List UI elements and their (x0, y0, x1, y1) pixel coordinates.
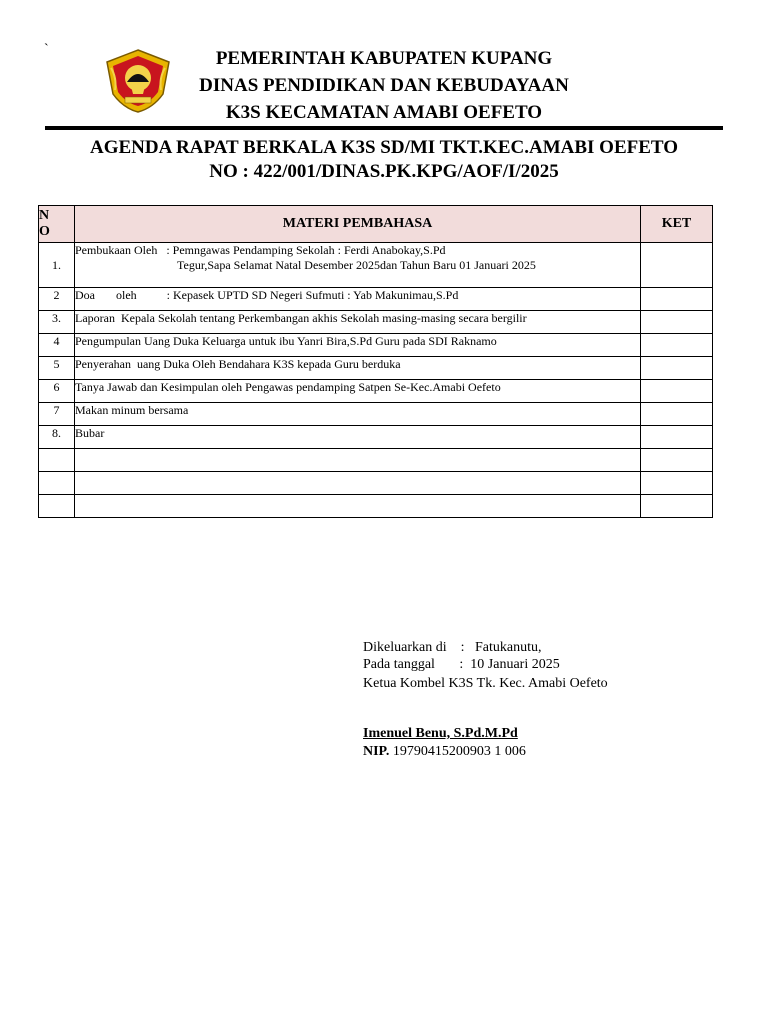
row-number: 6 (39, 380, 75, 403)
row-remark (641, 243, 713, 288)
row-number: 5 (39, 357, 75, 380)
row-number: 4 (39, 334, 75, 357)
row-topic: Bubar (75, 426, 641, 449)
row-remark (641, 472, 713, 495)
issued-location: Dikeluarkan di : Fatukanutu, (363, 640, 542, 655)
row-topic: Pembukaan Oleh : Pemngawas Pendamping Sekolah : Ferdi Anabokay,S.Pd Tegur,Sapa Selamat Natal Desember 2025dan Tahun Baru 01 Januari 2025 (75, 243, 641, 288)
table-row-empty (39, 472, 713, 495)
table-row (39, 403, 713, 426)
table-row (39, 380, 713, 403)
row-number: 2 (39, 288, 75, 311)
nip-label: NIP. (363, 744, 390, 759)
row-topic: Laporan Kepala Sekolah tentang Perkembangan akhis Sekolah masing-masing secara bergilir (75, 311, 641, 334)
table-row (39, 334, 713, 357)
row-remark (641, 288, 713, 311)
row-number: 7 (39, 403, 75, 426)
signatory-position: Ketua Kombel K3S Tk. Kec. Amabi Oefeto (363, 676, 608, 691)
issued-date: Pada tanggal : 10 Januari 2025 (363, 657, 560, 672)
row-remark (641, 426, 713, 449)
row-number (39, 495, 75, 518)
row-topic: Tanya Jawab dan Kesimpulan oleh Pengawas pendamping Satpen Se-Kec.Amabi Oefeto (75, 380, 641, 403)
row-topic: Penyerahan uang Duka Oleh Bendahara K3S kepada Guru berduka (75, 357, 641, 380)
row-remark (641, 380, 713, 403)
header-government: PEMERINTAH KABUPATEN KUPANG (215, 48, 553, 69)
row-remark (641, 403, 713, 426)
row-remark (641, 357, 713, 380)
row-remark (641, 495, 713, 518)
header-divider (45, 126, 723, 130)
backtick-mark: ` (44, 42, 49, 57)
row-remark (641, 334, 713, 357)
signatory-nip (363, 744, 526, 760)
row-remark (641, 311, 713, 334)
header-k3s: K3S KECAMATAN AMABI OEFETO (225, 102, 543, 123)
table-row-empty (39, 449, 713, 472)
table-row (39, 288, 713, 311)
header-department: DINAS PENDIDIKAN DAN KEBUDAYAAN (199, 75, 569, 96)
column-header-no: N O (39, 206, 75, 243)
row-topic (75, 449, 641, 472)
row-number: 1. (39, 243, 75, 288)
agenda-number: NO : 422/001/DINAS.PK.KPG/AOF/I/2025 (209, 161, 559, 182)
nip-value: 19790415200903 1 006 (389, 744, 526, 759)
agenda-title: AGENDA RAPAT BERKALA K3S SD/MI TKT.KEC.AMABI OEFETO (89, 137, 679, 158)
agenda-table (38, 205, 713, 518)
row-number (39, 449, 75, 472)
row-number: 3. (39, 311, 75, 334)
row-topic: Makan minum bersama (75, 403, 641, 426)
row-topic (75, 495, 641, 518)
row-number: 8. (39, 426, 75, 449)
signatory-name: Imenuel Benu, S.Pd.M.Pd (363, 726, 518, 741)
row-remark (641, 449, 713, 472)
row-topic (75, 472, 641, 495)
table-row (39, 311, 713, 334)
column-header-materi: MATERI PEMBAHASA (75, 206, 641, 243)
row-topic: Doa oleh : Kepasek UPTD SD Negeri Sufmuti : Yab Makunimau,S.Pd (75, 288, 641, 311)
row-number (39, 472, 75, 495)
row-topic: Pengumpulan Uang Duka Keluarga untuk ibu Yanri Bira,S.Pd Guru pada SDI Raknamo (75, 334, 641, 357)
table-row (39, 357, 713, 380)
column-header-ket: KET (641, 206, 713, 243)
table-row-empty (39, 495, 713, 518)
table-row (39, 426, 713, 449)
table-row (39, 243, 713, 288)
